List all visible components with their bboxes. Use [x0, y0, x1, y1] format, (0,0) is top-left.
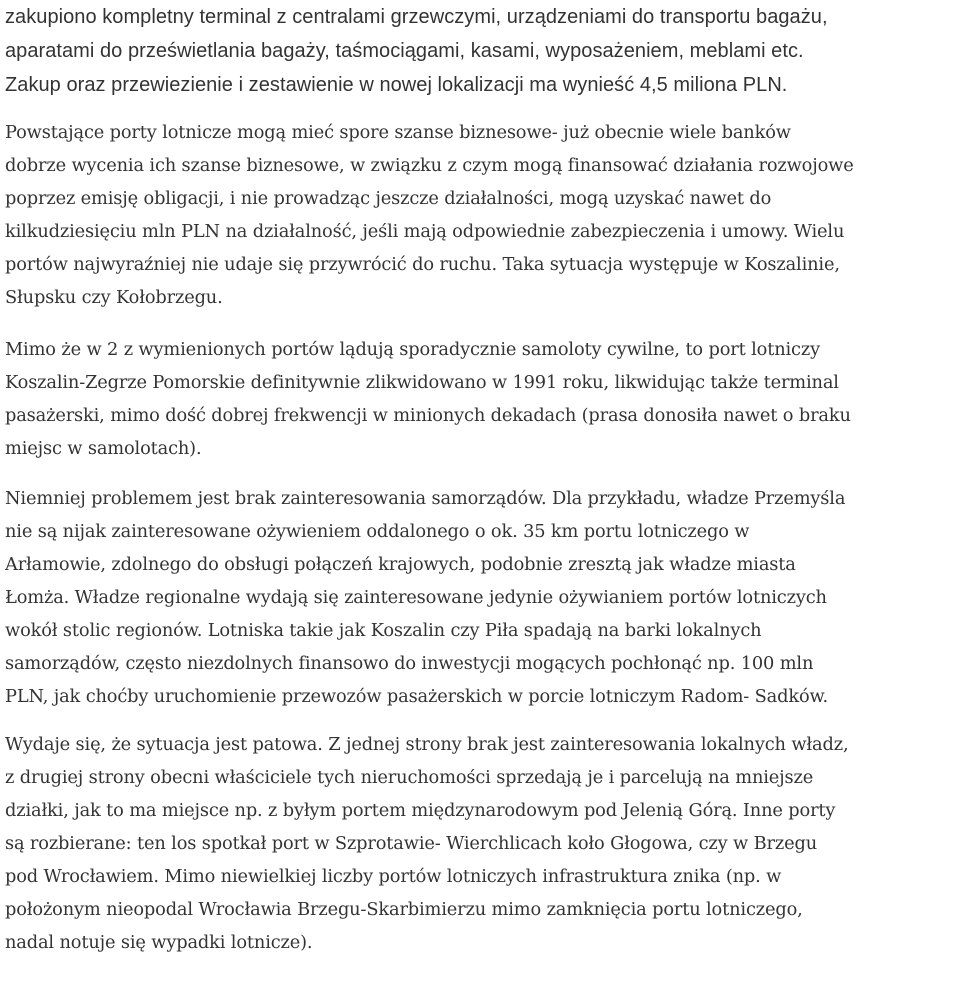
text-line: pasażerski, mimo dość dobrej frekwencji w minionych dekadach (prasa donosiła nawet o braku: [5, 405, 851, 426]
text-line: samorządów, często niezdolnych finansowo do inwestycji mogących pochłonąć np. 100 mln: [5, 653, 814, 674]
text-line: Koszalin-Zegrze Pomorskie definitywnie zlikwidowano w 1991 roku, likwidując także terminal: [5, 372, 839, 393]
text-line: wokół stolic regionów. Lotniska takie jak Koszalin czy Piła spadają na barki lokalnych: [5, 620, 762, 641]
text-line: miejsc w samolotach).: [5, 438, 202, 459]
text-line: Łomża. Władze regionalne wydają się zainteresowane jedynie ożywianiem portów lotniczych: [5, 587, 827, 608]
text-line: zakupiono kompletny terminal z centralami grzewczymi, urządzeniami do transportu bagażu,: [5, 6, 828, 28]
paragraph-business-chances: [5, 116, 957, 314]
text-line: Powstające porty lotnicze mogą mieć spore szanse biznesowe- już obecnie wiele banków: [5, 122, 791, 143]
text-line: Wydaje się, że sytuacja jest patowa. Z jednej strony brak jest zainteresowania lokalnych władz,: [5, 734, 849, 755]
text-line: Arłamowie, zdolnego do obsługi połączeń krajowych, podobnie zresztą jak władze miasta: [5, 554, 796, 575]
text-line: aparatami do prześwietlania bagaży, taśmociągami, kasami, wyposażeniem, meblami etc.: [5, 40, 804, 62]
text-line: nadal notuje się wypadki lotnicze).: [5, 932, 313, 953]
text-line: Niemniej problemem jest brak zainteresowania samorządów. Dla przykładu, władze Przemyśla: [5, 488, 846, 509]
text-line: PLN, jak choćby uruchomienie przewozów pasażerskich w porcie lotniczym Radom- Sadków.: [5, 686, 828, 707]
paragraph-terminal-purchase: [5, 0, 957, 102]
text-line: Słupsku czy Kołobrzegu.: [5, 287, 223, 308]
paragraph-stalemate: [5, 728, 957, 959]
text-line: z drugiej strony obecni właściciele tych nieruchomości sprzedają je i parcelują na mniejsze: [5, 767, 814, 788]
article-body: [5, 0, 957, 959]
text-line: portów najwyraźniej nie udaje się przywrócić do ruchu. Taka sytuacja występuje w Koszalinie,: [5, 254, 840, 275]
text-line: Mimo że w 2 z wymienionych portów lądują sporadycznie samoloty cywilne, to port lotniczy: [5, 339, 820, 360]
text-line: położonym nieopodal Wrocławia Brzegu-Skarbimierzu mimo zamknięcia portu lotniczego,: [5, 899, 803, 920]
paragraph-koszalin-zegrze: [5, 333, 957, 465]
text-line: nie są nijak zainteresowane ożywieniem oddalonego o ok. 35 km portu lotniczego w: [5, 521, 750, 542]
text-line: poprzez emisję obligacji, i nie prowadząc jeszcze działalności, mogą uzyskać nawet do: [5, 188, 772, 209]
text-line: Zakup oraz przewiezienie i zestawienie w nowej lokalizacji ma wynieść 4,5 miliona PLN.: [5, 74, 788, 96]
text-line: dobrze wycenia ich szanse biznesowe, w związku z czym mogą finansować działania rozwojowe: [5, 155, 854, 176]
text-line: kilkudziesięciu mln PLN na działalność, jeśli mają odpowiednie zabezpieczenia i umowy. Wielu: [5, 221, 845, 242]
text-line: działki, jak to ma miejsce np. z byłym portem międzynarodowym pod Jelenią Górą. Inne porty: [5, 800, 836, 821]
text-line: pod Wrocławiem. Mimo niewielkiej liczby portów lotniczych infrastruktura znika (np. w: [5, 866, 782, 887]
paragraph-local-government: [5, 482, 957, 713]
text-line: są rozbierane: ten los spotkał port w Szprotawie- Wierchlicach koło Głogowa, czy w Brzegu: [5, 833, 817, 854]
